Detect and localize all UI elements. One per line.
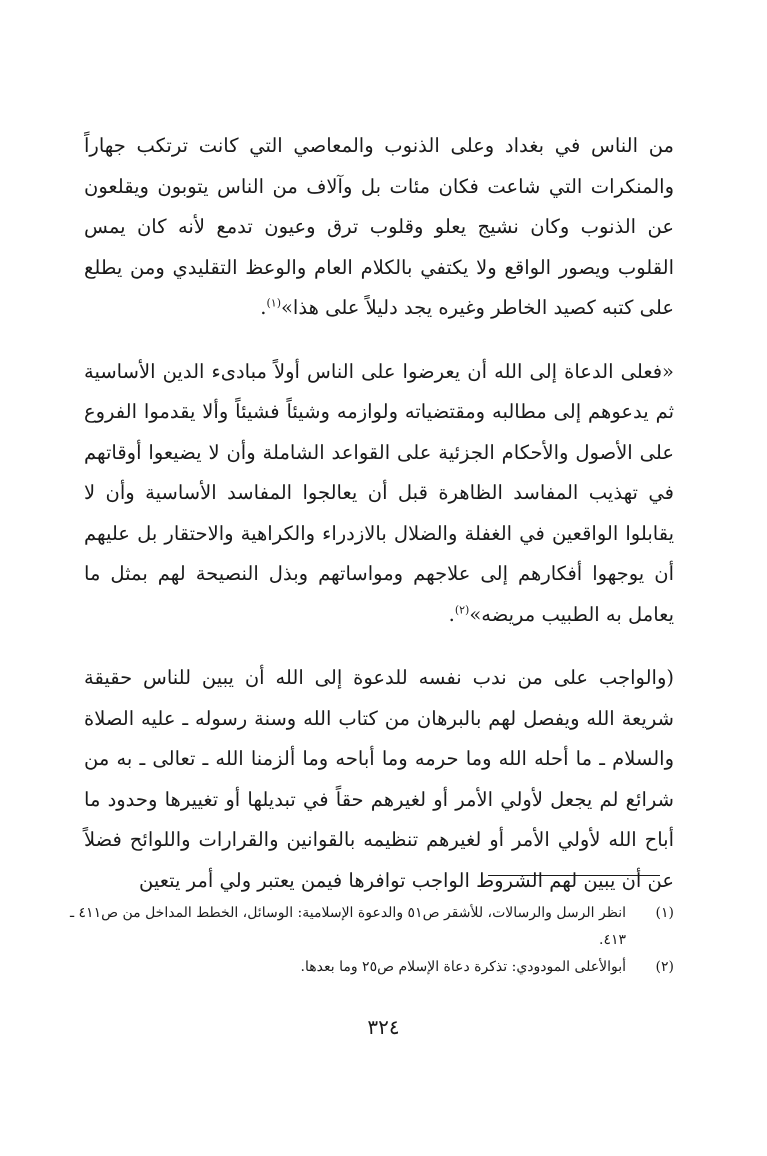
page-number: ٣٢٤ [367, 1015, 400, 1039]
footnote-1-text: انظر الرسل والرسالات، للأشقر ص٥١ والدعوة الإسلامية: الوسائل، الخطط المداخل من ص٤١١ ـ ٤١٣. [69, 905, 626, 948]
paragraph-3-text: (والواجب على من ندب نفسه للدعوة إلى الله أن يبين للناس حقيقة شريعة الله ويفصل لهم بالبرهان من كتاب الله وسنة رسوله ـ عليه الصلاة والسلام ـ ما أحله الله وما حرمه وما أباحه وما ألزمنا الله ـ تعالى ـ به من شرائع لم يجعل لأولي الأمر أو لغيرهم حقاً في تبديلها أو تغييرها وحدود ما أباح الله لأولي الأمر أو لغيرهم تنظيمه بالقوانين والقرارات واللوائح فضلاً عن أن يبين لهم الشروط الواجب توافرها فيمن يعتبر ولي أمر يتعين [84, 666, 674, 892]
footnotes [60, 900, 674, 981]
footnote-1 [60, 900, 674, 954]
footnote-ref-2[interactable]: (٢) [454, 603, 470, 616]
paragraph-2 [84, 352, 674, 636]
paragraph-2-tail: . [448, 602, 455, 626]
footnote-2-text: أبوالأعلى المودودي: تذكرة دعاة الإسلام ص٢٥ وما بعدها. [300, 959, 626, 975]
footnote-2 [60, 954, 674, 981]
footnote-ref-1[interactable]: (١) [266, 296, 281, 310]
paragraph-2-text: «فعلى الدعاة إلى الله أن يعرضوا على الناس أولاً مبادىء الدين الأساسية ثم يدعوهم إلى مطالبه ومقتضياته ولوازمه وشيئاً فشيئاً وألا يقدموا الفروع على الأصول والأحكام الجزئية على القواعد الشاملة وأن لا يضيعوا أوقاتهم في تهذيب المفاسد الظاهرة قبل أن يعالجوا المفاسد الأساسية وأن لا يقابلوا الواقعين في الغفلة والضلال بالازدراء والكراهية والاحتقار بل عليهم أن يوجهوا أفكارهم إلى علاجهم ومواساتهم وبذل النصيحة لهم بمثل ما يعامل به الطبيب مريضه» [84, 359, 674, 626]
paragraph-1-text: من الناس في بغداد وعلى الذنوب والمعاصي التي كانت ترتكب جهاراً والمنكرات التي شاعت فكان مئات بل وآلاف من الناس يتوبون ويقلعون عن الذنوب وكان نشيج يعلو وقلوب ترق وعيون تدمع لأنه كان يمس القلوب ويصور الواقع ولا يكتفي بالكلام العام والوعظ التقليدي ومن يطلع على كتبه كصيد الخاطر وغيره يجد دليلاً على هذا» [84, 134, 674, 319]
body-text [84, 126, 674, 924]
paragraph-1-tail: . [260, 296, 267, 319]
footnote-separator [488, 875, 660, 876]
footnote-1-number: (١) [655, 905, 674, 921]
paragraph-3 [84, 658, 674, 901]
footnote-2-number: (٢) [655, 959, 674, 975]
paragraph-1 [84, 126, 674, 329]
